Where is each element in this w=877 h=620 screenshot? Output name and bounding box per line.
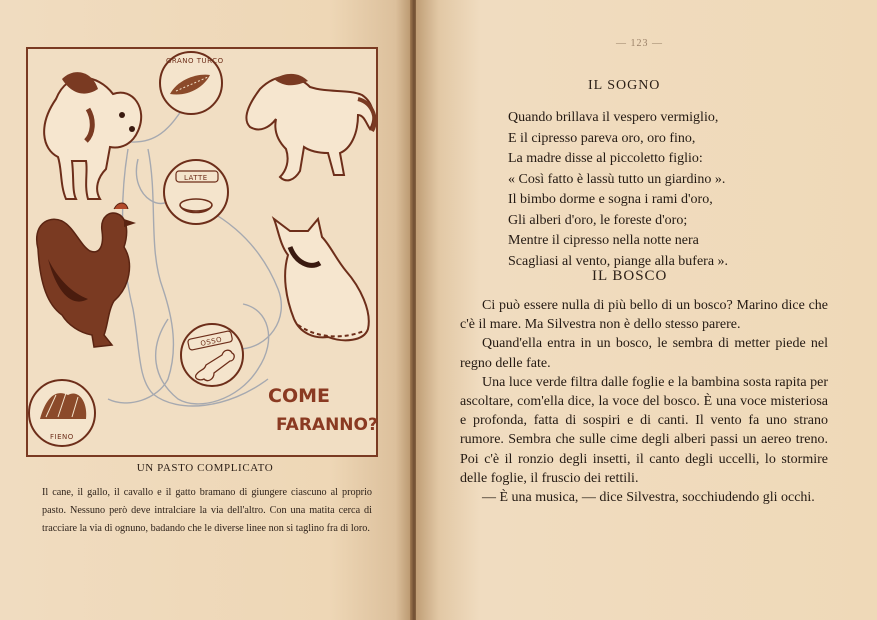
milk-label: LATTE	[184, 174, 208, 182]
poem-title: IL SOGNO	[588, 78, 661, 93]
right-page	[416, 0, 877, 620]
hay-label: FIENO	[50, 433, 74, 441]
poem-line: Il bimbo dorme e sogna i rami d'oro,	[508, 192, 713, 207]
paragraph: — È una musica, — dice Silvestra, socchiudendo gli occhi.	[482, 490, 815, 506]
description-text: Il cane, il gallo, il cavallo e il gatto bramano di giungere ciascuno al proprio pasto. Nessuno però deve intralciare la via dell'altro. Con una matita cerca di tracciare la via di ognuno, badando che le diverse linee non si taglino fra di loro.	[42, 487, 372, 534]
horse-drawing	[246, 74, 374, 180]
milk-bubble	[164, 160, 228, 224]
poem-line: Mentre il cipresso nella notte nera	[508, 233, 699, 248]
left-page	[0, 0, 412, 620]
poem-line: E il cipresso pareva oro, oro fino,	[508, 130, 696, 146]
poem	[508, 108, 728, 272]
page-number: — 123 —	[616, 38, 663, 49]
come-word: COME	[268, 385, 330, 407]
poem-line: Scagliasi al vento, piange alla bufera ».	[508, 253, 729, 269]
illustration-caption: UN PASTO COMPLICATO	[136, 462, 274, 474]
illustration-description	[42, 484, 372, 538]
grain-label: GRANO TURCO	[166, 57, 224, 65]
maze-illustration	[26, 47, 378, 457]
cat-drawing	[274, 219, 369, 340]
dog-drawing	[44, 72, 141, 199]
section-title: IL BOSCO	[592, 268, 668, 284]
poem-line: Quando brillava il vespero vermiglio,	[508, 110, 719, 125]
prose	[460, 296, 828, 507]
rooster-drawing	[37, 203, 136, 347]
paragraph: Una luce verde filtra dalle foglie e la bambina sosta rapita per ascoltare, com'ella dice, la voce del bosco. È una voce misteriosa e profonda, fatta di sospiri e di canti. Il vento fa uno strano rumore. Sembra che sulle cime degli alberi passi un aereo treno. Poi c'è il ronzio degli insetti, il canto degli uccelli, lo stormire delle foglie, il fruscio dei rettili.	[460, 374, 828, 486]
grain-bubble	[160, 52, 224, 114]
poem-line: Gli alberi d'oro, le foreste d'oro;	[508, 212, 688, 228]
bone-label: OSSO	[199, 335, 223, 348]
paragraph: Quand'ella entra in un bosco, le sembra di metter piede nel regno delle fate.	[460, 336, 828, 371]
paragraph: Ci può essere nulla di più bello di un bosco? Marino dice che c'è il mare. Ma Silvestra non è dello stesso parere.	[460, 298, 828, 333]
bone-bubble	[181, 324, 243, 386]
poem-line: La madre disse al piccoletto figlio:	[508, 151, 703, 166]
faranno-word: FARANNO?	[276, 415, 378, 435]
poem-line: « Così fatto è lassù tutto un giardino ».	[508, 171, 726, 187]
hay-bubble	[29, 380, 95, 446]
